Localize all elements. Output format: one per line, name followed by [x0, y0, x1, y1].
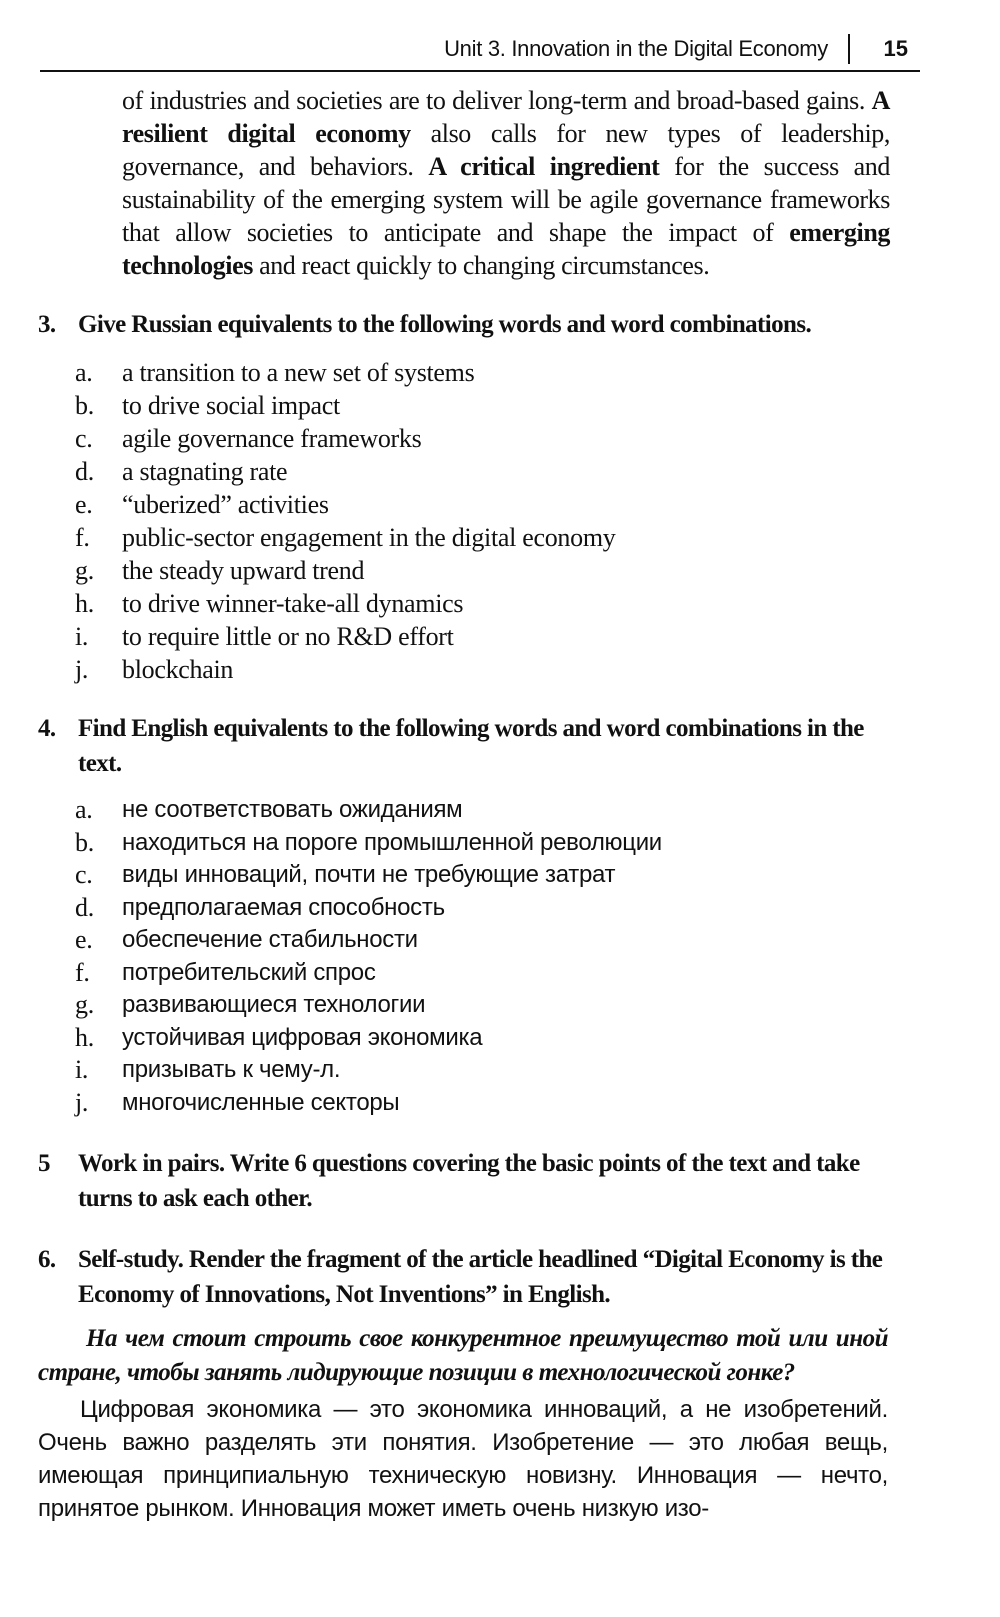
list-item: e. обеспечение стабильности	[75, 925, 418, 954]
task-3-heading	[38, 307, 898, 342]
list-item: d. предполагаемая способность	[75, 892, 445, 922]
article-lead-question: На чем стоит строить свое конкурентное преимущество той или иной стране, чтобы занять лидирующие позиции в технологической гонке?	[38, 1325, 888, 1386]
intro-text-1: of industries and societies are to deliver long-term and broad-based gains.	[122, 86, 872, 115]
list-item: j. blockchain	[75, 655, 234, 684]
task-3-list	[75, 356, 915, 686]
task-5-instruction: Work in pairs. Write 6 questions covering the basic points of the text and take turns to ask each other.	[78, 1150, 860, 1212]
task-6-heading	[38, 1242, 898, 1312]
task-4-heading	[38, 711, 898, 781]
article-paragraph: Цифровая экономика — это экономика инноваций, а не изобретений. Очень важно разделять эти понятия. Изобретение — это любая вещь, имеющая принципиальную техническую новизну. Инновация — нечто, принятое рынком. Инновация может иметь очень низкую изо-	[38, 1396, 888, 1522]
intro-text-4: and react quickly to changing circumstances.	[252, 251, 710, 280]
list-item: a. не соответствовать ожиданиям	[75, 795, 463, 824]
list-item: j. многочисленные секторы	[75, 1087, 400, 1117]
list-item: h. устойчивая цифровая экономика	[75, 1022, 483, 1052]
task-6-number: 6.	[38, 1246, 56, 1273]
unit-title: Unit 3. Innovation in the Digital Economy	[444, 36, 828, 61]
intro-paragraph	[122, 84, 890, 282]
task-3-instruction: Give Russian equivalents to the following words and word combinations.	[78, 311, 812, 338]
term-emerging-technologies: emerging technologies	[122, 218, 890, 280]
list-item: d. a stagnating rate	[75, 457, 288, 486]
task-3-number: 3.	[38, 311, 56, 338]
term-resilient-digital-economy: A resilient digital economy	[122, 86, 890, 148]
list-item: g. развивающиеся технологии	[75, 990, 426, 1019]
task-5-number: 5	[38, 1150, 50, 1177]
task-4-number: 4.	[38, 715, 56, 742]
intro-text-2: also calls for new types of leadership, governance, and behaviors.	[122, 119, 891, 181]
list-item: e. “uberized” activities	[75, 490, 329, 519]
header-divider	[848, 34, 850, 64]
list-item: b. to drive social impact	[75, 391, 340, 420]
list-item: g. the steady upward trend	[75, 556, 365, 585]
list-item: i. to require little or no R&D effort	[75, 622, 454, 651]
list-item: c. виды инноваций, почти не требующие затрат	[75, 860, 616, 889]
page-number: 15	[883, 36, 908, 61]
term-critical-ingredient: A critical ingredient	[428, 152, 660, 181]
list-item: h. to drive winner-take-all dynamics	[75, 589, 464, 618]
running-header	[40, 28, 920, 72]
intro-text-3: for the success and sustainability of the emerging system will be agile governance frameworks that allow societies to anticipate and shape the impact of	[122, 152, 891, 247]
list-item: c. agile governance frameworks	[75, 424, 422, 453]
task-4-instruction: Find English equivalents to the following words and word combinations in the text.	[78, 715, 864, 777]
task-6-instruction: Self-study. Render the fragment of the article headlined “Digital Economy is the Economy of Innovations, Not Inventions” in English.	[78, 1246, 883, 1308]
list-item: b. находиться на пороге промышленной революции	[75, 827, 662, 857]
list-item: i. призывать к чему-л.	[75, 1055, 341, 1084]
list-item: a. a transition to a new set of systems	[75, 358, 475, 387]
list-item: f. public-sector engagement in the digital economy	[75, 523, 616, 552]
task-5-heading	[38, 1146, 898, 1216]
list-item: f. потребительский спрос	[75, 957, 376, 987]
task-4-list	[75, 794, 915, 1119]
